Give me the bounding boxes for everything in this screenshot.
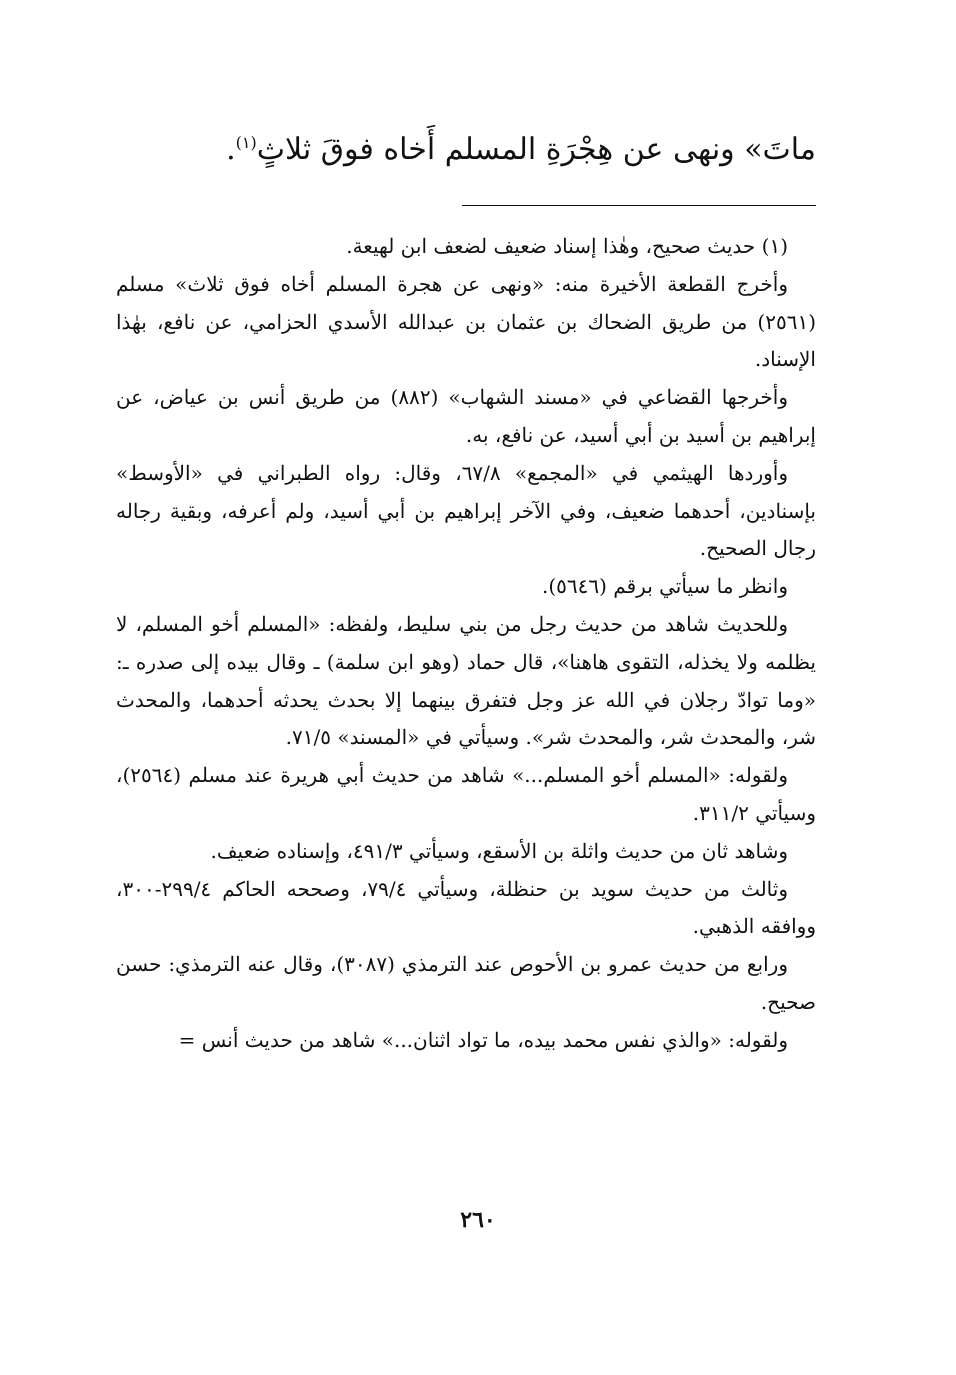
main-text: ماتَ» ونهى عن هِجْرَةِ المسلم أَخاه فوقَ ثلاثٍ (256, 132, 816, 167)
footnote-paragraph: ولقوله: «والذي نفس محمد بيده، ما تواد اثنان...» شاهد من حديث أنس = (178, 1027, 788, 1052)
page-number: ٢٦٠ (460, 1207, 496, 1233)
footnote-paragraph: ولقوله: «المسلم أخو المسلم...» شاهد من حديث أبي هريرة عند مسلم (٢٥٦٤)، وسيأتي ٣١١/٢. (116, 763, 816, 825)
footnote-paragraph: (١) حديث صحيح، وهٰذا إسناد ضعيف لضعف ابن لهيعة. (346, 234, 788, 258)
footnote-paragraph: ورابع من حديث عمرو بن الأحوص عند الترمذي (٣٠٨٧)، وقال عنه الترمذي: حسن صحيح. (116, 952, 816, 1014)
main-text-end: . (226, 132, 236, 167)
footnotes-section (116, 228, 816, 1060)
footnote-paragraph: وأخرجها القضاعي في «مسند الشهاب» (٨٨٢) من طريق أنس بن عياض، عن إبراهيم بن أسيد بن أبي أسيد، عن نافع، به. (116, 385, 816, 447)
footnote-paragraph: وثالث من حديث سويد بن حنظلة، وسيأتي ٧٩/٤، وصححه الحاكم ٢٩٩/٤-٣٠٠، ووافقه الذهبي. (116, 876, 816, 939)
footnote-reference[interactable]: (١) (235, 133, 257, 152)
footnote-separator (462, 205, 816, 206)
footnote-paragraph: وأوردها الهيثمي في «المجمع» ٦٧/٨، وقال: رواه الطبراني في «الأوسط» بإسنادين، أحدهما ضعيف، وفي الآخر إبراهيم بن أبي أسيد، ولم أعرفه، وبقية رجاله رجال الصحيح. (116, 460, 816, 561)
footnote-paragraph: وانظر ما سيأتي برقم (٥٦٤٦). (542, 574, 788, 599)
main-text-line (120, 128, 816, 172)
footnote-paragraph: وأخرج القطعة الأخيرة منه: «ونهى عن هجرة المسلم أخاه فوق ثلاث» مسلم (٢٥٦١) من طريق الضحاك بن عثمان بن عبدالله الأسدي الحزامي، عن نافع، بهٰذا الإسناد. (116, 271, 816, 372)
footnote-paragraph: وشاهد ثان من حديث واثلة بن الأسقع، وسيأتي ٤٩١/٣، وإسناده ضعيف. (210, 838, 788, 863)
footnote-paragraph: وللحديث شاهد من حديث رجل من بني سليط، ولفظه: «المسلم أخو المسلم، لا يظلمه ولا يخذله، التقوى هاهنا»، قال حماد (وهو ابن سلمة) ـ وقال بيده إلى صدره ـ: «وما توادّ رجلان في الله عز وجل فتفرق بينهما إلا بحدث يحدثه أحدهما، والمحدث شر، والمحدث شر، والمحدث شر». وسيأتي في «المسند» ٧١/٥. (116, 611, 816, 750)
